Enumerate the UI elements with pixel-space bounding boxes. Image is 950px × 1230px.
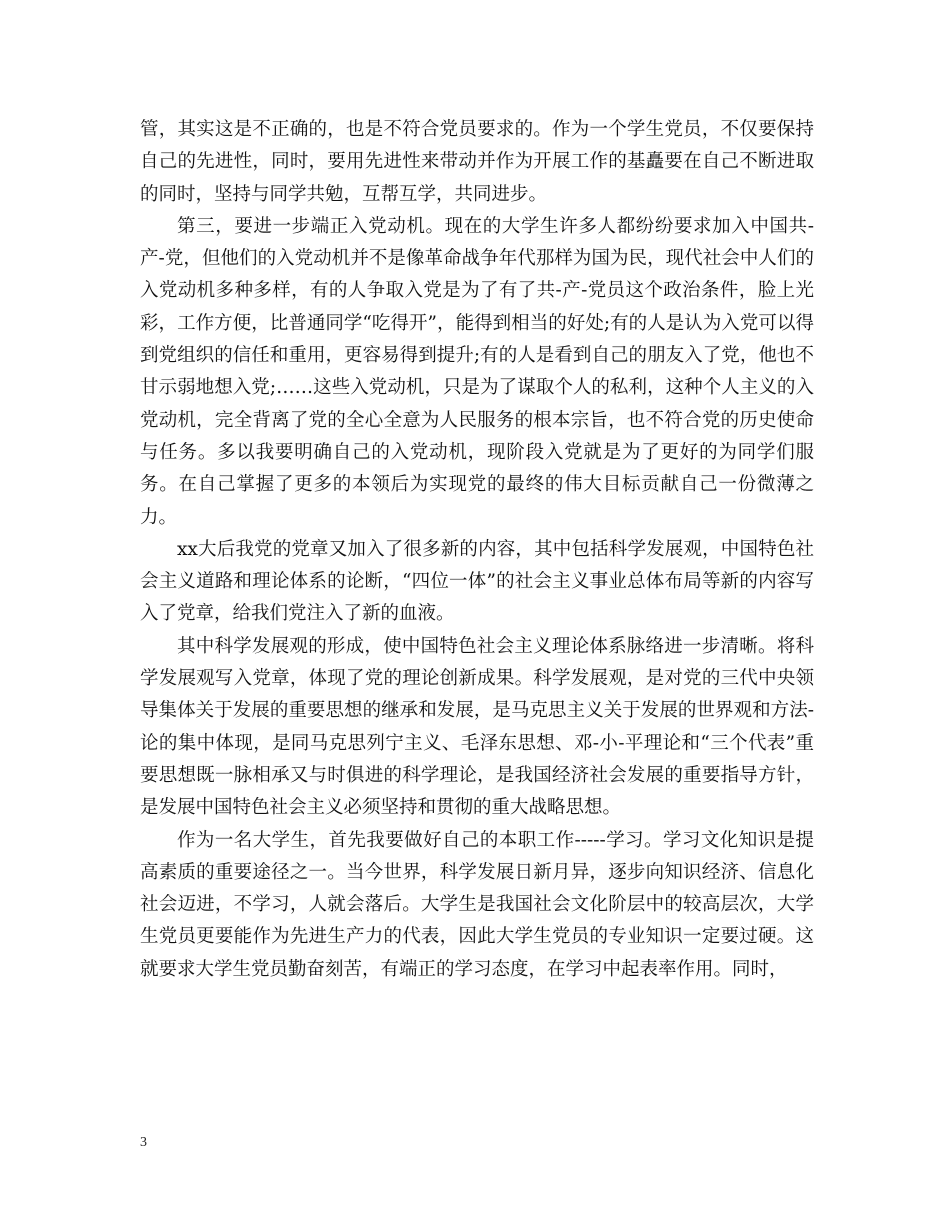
paragraph-continued: 管，其实这是不正确的，也是不符合党员要求的。作为一个学生党员，不仅要保持自己的先进性，同时，要用先进性来带动并作为开展工作的基矗要在自己不断进取的同时，坚持与同学共勉，互帮互学，共同进步。: [140, 119, 814, 205]
paragraph-third-point-motivation: 第三，要进一步端正入党动机。现在的大学生许多人都纷纷要求加入中国共-产-党，但他们的入党动机并不是像革命战争年代那样为国为民，现代社会中人们的入党动机多种多样，有的人争取入党是为了有了共-产-党员这个政治条件，脸上光彩，工作方便，比普通同学“吃得开”，能得到相当的好处;有的人是认为入党可以得到党组织的信任和重用，更容易得到提升;有的人是看到自己的朋友入了党，他也不甘示弱地想入党;……这些入党动机，只是为了谋取个人的私利，这种个人主义的入党动机，完全背离了党的全心全意为人民服务的根本宗旨，也不符合党的历史使命与任务。多以我要明确自己的入党动机，现阶段入党就是为了更好的为同学们服务。在自己掌握了更多的本领后为实现党的最终的伟大目标贡献自己一份微薄之力。: [140, 215, 814, 528]
document-body: [140, 114, 814, 986]
paragraph-scientific-development: 其中科学发展观的形成，使中国特色社会主义理论体系脉络进一步清晰。将科学发展观写入党章，体现了党的理论创新成果。科学发展观，是对党的三代中央领导集体关于发展的重要思想的继承和发展，是马克思主义关于发展的世界观和方法-论的集中体现，是同马克思列宁主义、毛泽东思想、邓-小-平理论和“三个代表”重要思想既一脉相承又与时俱进的科学理论，是我国经济社会发展的重要指导方针，是发展中国特色社会主义必须坚持和贯彻的重大战略思想。: [140, 635, 814, 819]
page-number: 3: [140, 1135, 147, 1150]
paragraph-party-constitution: xx大后我党的党章又加入了很多新的内容，其中包括科学发展观，中国特色社会主义道路和理论体系的论断，“四位一体”的社会主义事业总体布局等新的内容写入了党章，给我们党注入了新的血液。: [140, 538, 814, 625]
paragraph-student-duty: 作为一名大学生，首先我要做好自己的本职工作-----学习。学习文化知识是提高素质的重要途径之一。当今世界，科学发展日新月异，逐步向知识经济、信息化社会迈进，不学习，人就会落后。大学生是我国社会文化阶层中的较高层次，大学生党员更要能作为先进生产力的代表，因此大学生党员的专业知识一定要过硬。这就要求大学生党员勤奋刻苦，有端正的学习态度，在学习中起表率作用。同时，: [140, 829, 814, 980]
